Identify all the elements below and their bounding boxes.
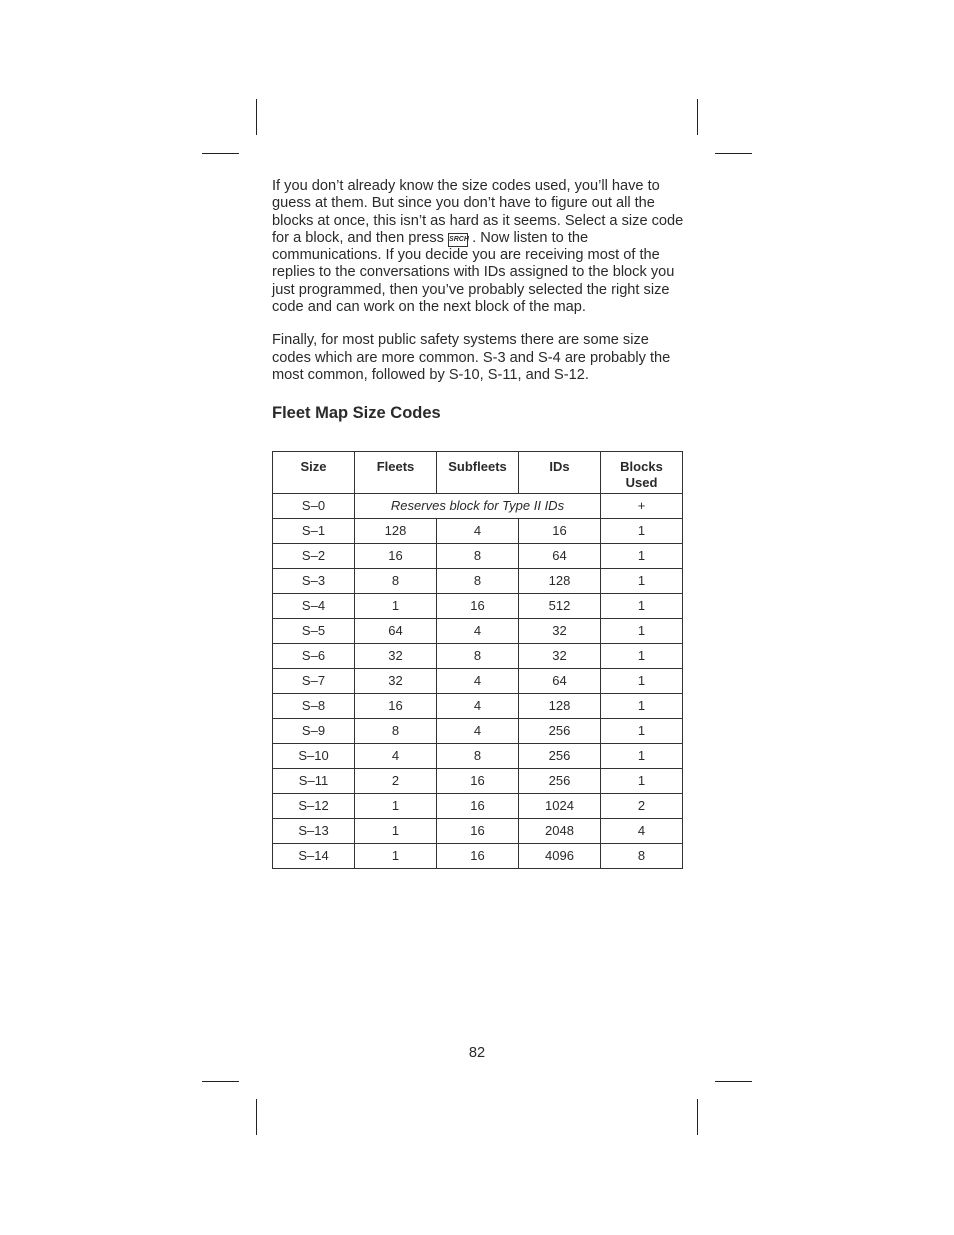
table-row — [273, 719, 683, 744]
table-row — [273, 494, 683, 519]
cell-fleets: 1 — [355, 819, 437, 844]
cell-ids: 32 — [519, 644, 601, 669]
cell-subfleets: 4 — [437, 619, 519, 644]
cell-size: S–10 — [273, 744, 355, 769]
crop-mark-bottom-right-horizontal — [715, 1081, 752, 1082]
cell-blocks: 1 — [601, 544, 683, 569]
cell-subfleets: 8 — [437, 744, 519, 769]
cell-fleets: 8 — [355, 569, 437, 594]
header-fleets: Fleets — [355, 452, 437, 494]
table-row — [273, 769, 683, 794]
cell-ids: 512 — [519, 594, 601, 619]
crop-mark-top-left-vertical — [256, 99, 257, 135]
cell-ids: 256 — [519, 719, 601, 744]
cell-blocks: 1 — [601, 719, 683, 744]
table-row — [273, 819, 683, 844]
cell-blocks: 8 — [601, 844, 683, 869]
cell-ids: 2048 — [519, 819, 601, 844]
paragraph-guess-size-codes — [272, 178, 684, 316]
cell-blocks: 2 — [601, 794, 683, 819]
cell-ids: 128 — [519, 569, 601, 594]
cell-size: S–3 — [273, 569, 355, 594]
cell-subfleets: 8 — [437, 569, 519, 594]
cell-ids: 128 — [519, 694, 601, 719]
crop-mark-top-right-horizontal — [715, 153, 752, 154]
cell-size: S–5 — [273, 619, 355, 644]
cell-ids: 64 — [519, 669, 601, 694]
table-row — [273, 694, 683, 719]
cell-subfleets: 16 — [437, 819, 519, 844]
cell-size: S–8 — [273, 694, 355, 719]
table-row — [273, 519, 683, 544]
cell-ids: 32 — [519, 619, 601, 644]
crop-mark-bottom-left-horizontal — [202, 1081, 239, 1082]
cell-size: S–6 — [273, 644, 355, 669]
crop-mark-bottom-left-vertical — [256, 1099, 257, 1135]
cell-fleets: 64 — [355, 619, 437, 644]
cell-fleets: 32 — [355, 644, 437, 669]
cell-fleets: 2 — [355, 769, 437, 794]
cell-fleets: 8 — [355, 719, 437, 744]
body-text — [272, 178, 684, 423]
srch-key-icon: SRCH — [448, 233, 468, 247]
cell-subfleets: 8 — [437, 644, 519, 669]
cell-subfleets: 4 — [437, 669, 519, 694]
cell-ids: 4096 — [519, 844, 601, 869]
cell-ids: 16 — [519, 519, 601, 544]
paragraph-text-after-key: . Now listen to the communications. If you decide you are receiving most of the replies to the conversations with IDs assigned to the block you just programmed, then you’ve probably selected the right size code and can work on the next block of the map. — [272, 229, 675, 316]
header-size: Size — [273, 452, 355, 494]
crop-mark-top-left-horizontal — [202, 153, 239, 154]
page-number: 82 — [468, 1045, 486, 1061]
cell-ids: 1024 — [519, 794, 601, 819]
table-row — [273, 619, 683, 644]
table-header-row — [273, 452, 683, 494]
cell-blocks: 1 — [601, 619, 683, 644]
cell-ids: 256 — [519, 769, 601, 794]
cell-subfleets: 4 — [437, 694, 519, 719]
table-row — [273, 744, 683, 769]
cell-fleets: 1 — [355, 594, 437, 619]
table-row — [273, 644, 683, 669]
cell-note: Reserves block for Type II IDs — [355, 494, 601, 519]
cell-fleets: 1 — [355, 794, 437, 819]
cell-subfleets: 16 — [437, 594, 519, 619]
cell-blocks: 1 — [601, 569, 683, 594]
header-ids: IDs — [519, 452, 601, 494]
cell-size: S–2 — [273, 544, 355, 569]
cell-subfleets: 16 — [437, 844, 519, 869]
cell-blocks: + — [601, 494, 683, 519]
header-blocks-used — [601, 452, 683, 494]
table-row — [273, 794, 683, 819]
table-row — [273, 844, 683, 869]
table-row — [273, 669, 683, 694]
crop-mark-top-right-vertical — [697, 99, 698, 135]
paragraph-common-size-codes: Finally, for most public safety systems there are some size codes which are more common. S-3 and S-4 are probably the most common, followed by S-10, S-11, and S-12. — [272, 332, 671, 383]
crop-mark-bottom-right-vertical — [697, 1099, 698, 1135]
cell-fleets: 4 — [355, 744, 437, 769]
cell-blocks: 1 — [601, 769, 683, 794]
header-subfleets: Subfleets — [437, 452, 519, 494]
paragraph-text-before-key: If you don’t already know the size codes used, you’ll have to guess at them. But since you don’t have to figure out all the blocks at once, this isn’t as hard as it seems. Select a size code for a block, and then press — [272, 178, 684, 246]
table-row — [273, 594, 683, 619]
cell-subfleets: 16 — [437, 769, 519, 794]
fleet-map-size-codes-table — [272, 451, 683, 869]
cell-fleets: 32 — [355, 669, 437, 694]
cell-size: S–7 — [273, 669, 355, 694]
cell-ids: 64 — [519, 544, 601, 569]
cell-blocks: 1 — [601, 744, 683, 769]
cell-size: S–14 — [273, 844, 355, 869]
cell-size: S–9 — [273, 719, 355, 744]
cell-size: S–13 — [273, 819, 355, 844]
cell-subfleets: 4 — [437, 519, 519, 544]
cell-size: S–11 — [273, 769, 355, 794]
cell-blocks: 1 — [601, 519, 683, 544]
cell-size: S–0 — [273, 494, 355, 519]
header-blocks-used-label: Blocks Used — [620, 459, 663, 490]
table-row — [273, 569, 683, 594]
cell-subfleets: 4 — [437, 719, 519, 744]
section-title: Fleet Map Size Codes — [272, 404, 441, 423]
cell-blocks: 1 — [601, 694, 683, 719]
cell-blocks: 4 — [601, 819, 683, 844]
cell-subfleets: 16 — [437, 794, 519, 819]
cell-fleets: 16 — [355, 694, 437, 719]
table-row — [273, 544, 683, 569]
cell-blocks: 1 — [601, 594, 683, 619]
cell-fleets: 16 — [355, 544, 437, 569]
cell-ids: 256 — [519, 744, 601, 769]
cell-fleets: 1 — [355, 844, 437, 869]
cell-size: S–1 — [273, 519, 355, 544]
cell-blocks: 1 — [601, 644, 683, 669]
cell-subfleets: 8 — [437, 544, 519, 569]
cell-blocks: 1 — [601, 669, 683, 694]
cell-fleets: 128 — [355, 519, 437, 544]
cell-size: S–4 — [273, 594, 355, 619]
cell-size: S–12 — [273, 794, 355, 819]
